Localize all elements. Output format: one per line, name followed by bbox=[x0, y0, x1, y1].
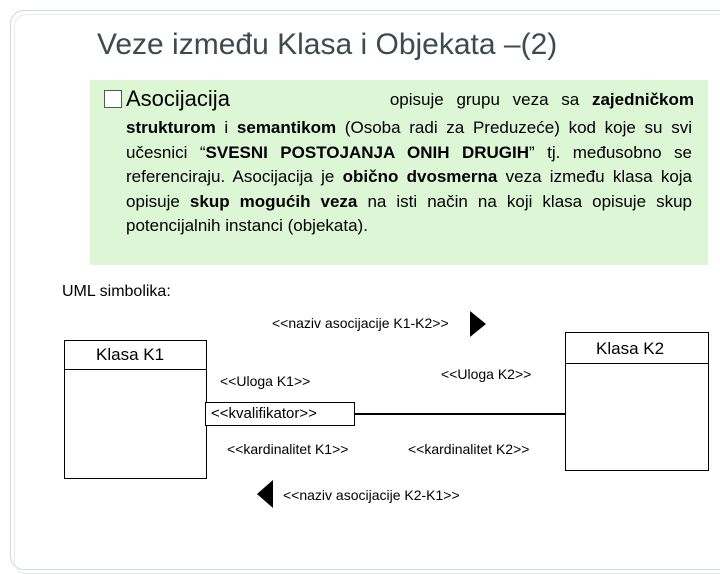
bullet-first-line: opisuje grupu veza sa zajedničkom bbox=[389, 90, 694, 109]
direction-right-arrow-icon bbox=[470, 311, 486, 337]
assoc-name-backward: <<naziv asocijacije K2-K1>> bbox=[283, 487, 460, 503]
class-k1-name: Klasa K1 bbox=[96, 345, 165, 364]
slide-title: Veze između Klasa i Objekata –(2) bbox=[97, 28, 558, 61]
role-k1: <<Uloga K1>> bbox=[220, 373, 311, 389]
qualifier-box bbox=[205, 402, 355, 426]
role-k2: <<Uloga K2>> bbox=[441, 366, 532, 382]
uml-label: UML simbolika: bbox=[62, 283, 171, 300]
bullet-term: Asocijacija bbox=[126, 86, 230, 111]
qualifier-text: <<kvalifikator>> bbox=[211, 405, 317, 422]
checkbox-bullet-icon bbox=[104, 90, 122, 108]
bullet-paragraph: strukturom i semantikom (Osoba radi za Preduzeće) kod koje su svi učesnici “SVESNI POSTOJANJA ONIH DRUGIH” tj. međusobno se referenciraju. Asocijacija je obično dvosmerna veza između klasa koja opisuje skup mogućih veza na isti način na koji klasa opisuje skup potencijalnih instanci (objekata). bbox=[126, 118, 693, 235]
class-k2-name: Klasa K2 bbox=[596, 339, 665, 358]
cardinality-k1: <<kardinalitet K1>> bbox=[227, 441, 349, 457]
cardinality-k2: <<kardinalitet K2>> bbox=[408, 441, 530, 457]
direction-left-arrow-icon bbox=[257, 480, 273, 508]
bullet-line bbox=[104, 88, 694, 112]
association-line bbox=[355, 413, 565, 415]
assoc-name-forward: <<naziv asocijacije K1-K2>> bbox=[272, 315, 449, 331]
